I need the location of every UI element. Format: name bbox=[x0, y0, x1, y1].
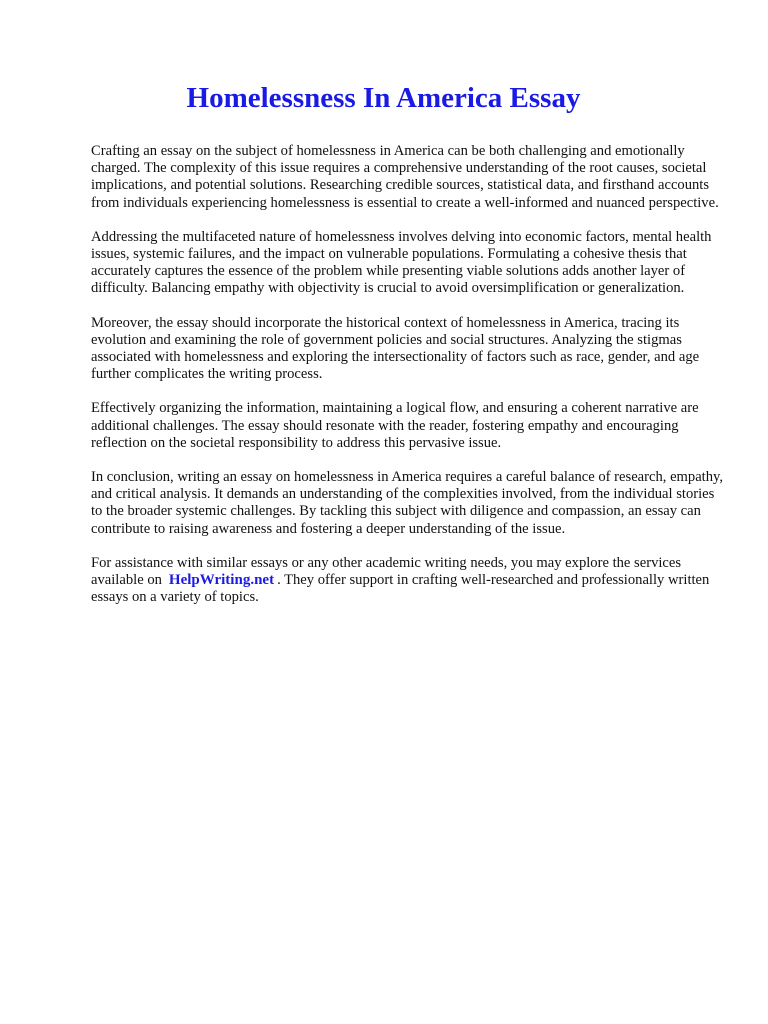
closing-paragraph bbox=[91, 555, 724, 607]
paragraph-3: Moreover, the essay should incorporate the historical context of homelessness in America, tracing its evolution and examining the role of government policies and social structures. Analyzing the stigmas associated with homelessness and exploring the intersectionality of factors such as race, gender, and age further complicates the writing process. bbox=[91, 314, 700, 383]
paragraph-4: Effectively organizing the information, maintaining a logical flow, and ensuring a coherent narrative are additional challenges. The essay should resonate with the reader, fostering empathy and encouraging reflection on the societal responsibility to address this pervasive issue. bbox=[91, 400, 699, 451]
closing-text-after: . They offer support in crafting well-researched and professionally written essays on a variety of topics. bbox=[91, 572, 710, 606]
paragraph-5: In conclusion, writing an essay on homelessness in America requires a careful balance of research, empathy, and critical analysis. It demands an understanding of the complexities involved, from the individual stories to the broader systemic challenges. By tackling this subject with diligence and compassion, an essay can contribute to raising awareness and fostering a deeper understanding of the issue. bbox=[91, 469, 724, 537]
page-title: Homelessness In America Essay bbox=[186, 82, 581, 114]
helpwriting-link[interactable]: HelpWriting.net bbox=[168, 572, 275, 589]
closing-text-before: For assistance with similar essays or any other academic writing needs, you may explore the services available on bbox=[91, 554, 682, 589]
document-body bbox=[91, 143, 724, 606]
paragraph-2: Addressing the multifaceted nature of homelessness involves delving into economic factors, mental health issues, systemic failures, and the impact on vulnerable populations. Formulating a cohesive thesis that accurately captures the essence of the problem while presenting viable solutions adds another layer of difficulty. Balancing empathy with objectivity is crucial to avoid oversimplification or generalization. bbox=[91, 228, 712, 297]
paragraph-1: Crafting an essay on the subject of homelessness in America can be both challenging and emotionally charged. The complexity of this issue requires a comprehensive understanding of the root causes, societal implications, and potential solutions. Researching credible sources, statistical data, and firsthand accounts from individuals experiencing homelessness is essential to create a well-informed and nuanced perspective. bbox=[91, 143, 719, 211]
